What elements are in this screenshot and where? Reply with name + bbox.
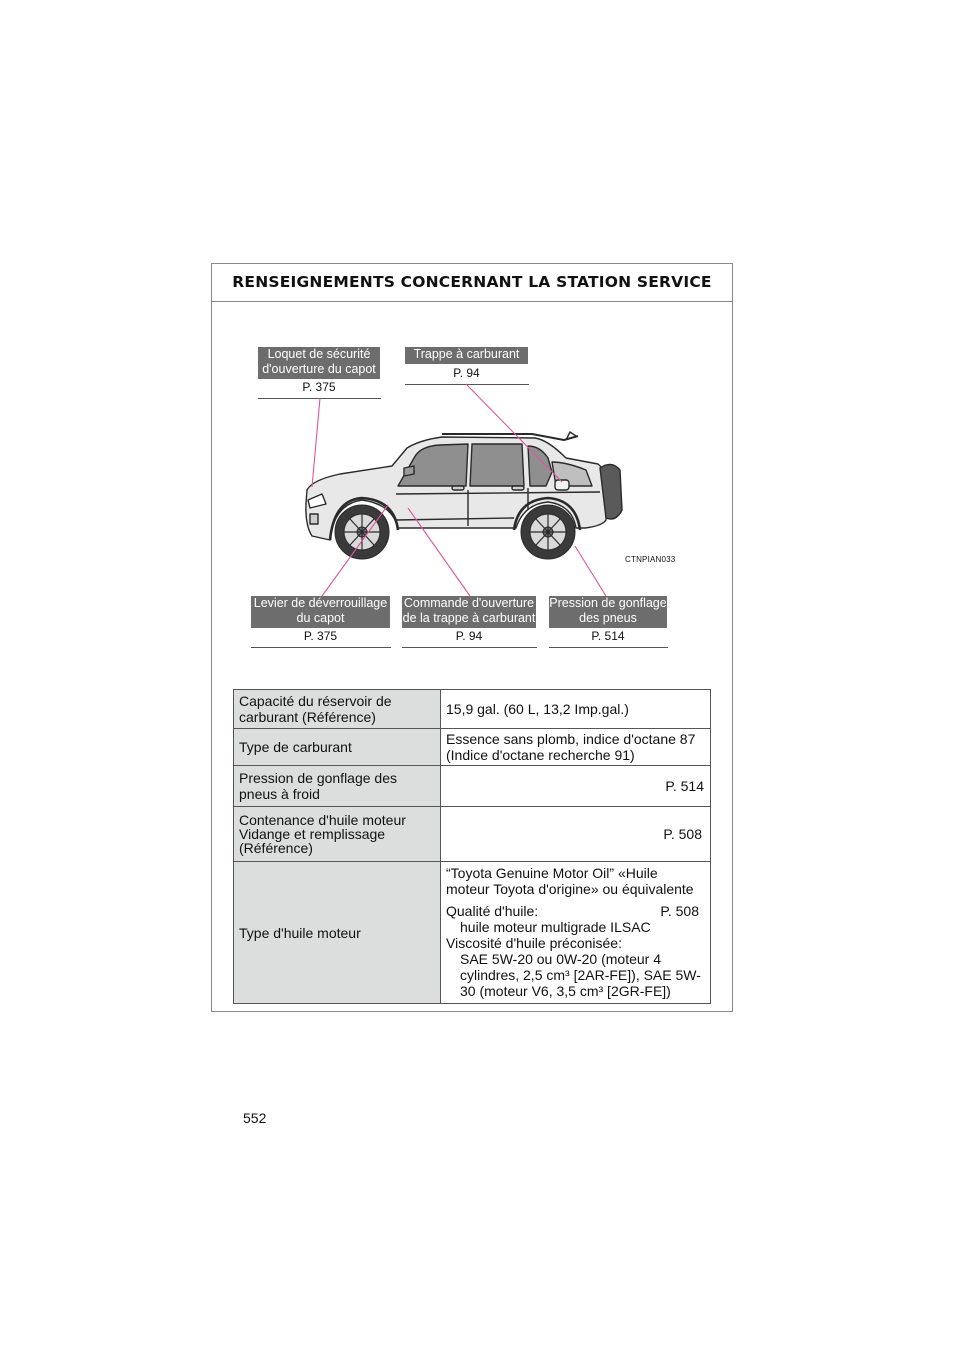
- callout-fuel-door-opener-line1: Commande d'ouverture: [403, 596, 535, 610]
- callout-tire-pressure-line2: des pneus: [579, 611, 637, 625]
- table-row-fuel-type: [234, 729, 711, 766]
- callout-hood-release-line1: Levier de déverrouillage: [253, 596, 388, 610]
- oil-brand-line1: “Toyota Genuine Motor Oil” «Huile: [446, 865, 658, 881]
- oil-viscosity-line1: SAE 5W-20 ou 0W-20 (moteur 4: [460, 951, 662, 967]
- callout-fuel-door-opener-page: P. 94: [455, 629, 483, 643]
- callout-hood-release-line2: du capot: [296, 611, 345, 625]
- oil-viscosity-label: Viscosité d'huile préconisée:: [446, 935, 622, 951]
- tire-pressure-label-line2: pneus à froid: [239, 786, 320, 802]
- fuel-capacity-label-line1: Capacité du réservoir de: [239, 693, 392, 709]
- section-title: RENSEIGNEMENTS CONCERNANT LA STATION SERVICE: [212, 264, 732, 302]
- fuel-capacity-label-line2: carburant (Référence): [239, 709, 376, 725]
- oil-quality-row: [446, 903, 705, 919]
- callout-tire-pressure-page: P. 514: [591, 629, 625, 643]
- page-number: 552: [243, 1110, 267, 1126]
- callout-tire-pressure-line1: Pression de gonflage: [549, 596, 667, 610]
- table-row-fuel-capacity: [234, 690, 711, 729]
- oil-quality-label: Qualité d'huile:: [446, 903, 539, 919]
- callout-fuel-door-page: P. 94: [453, 366, 480, 380]
- callout-fuel-door-opener-line2: de la trappe à carburant: [402, 611, 536, 625]
- fuel-capacity-label: [234, 690, 441, 729]
- oil-type-label: Type d'huile moteur: [234, 862, 441, 1004]
- tire-pressure-value: P. 514: [441, 766, 711, 807]
- callout-hood-lock-page: P. 375: [302, 380, 336, 394]
- fuel-type-value-line1: Essence sans plomb, indice d'octane 87: [446, 731, 696, 747]
- fuel-type-label: Type de carburant: [234, 729, 441, 766]
- oil-quality-value: huile moteur multigrade ILSAC: [460, 919, 651, 935]
- tire-pressure-label: [234, 766, 441, 807]
- oil-quality-page: P. 508: [660, 903, 699, 919]
- table-row-oil-type: [234, 862, 711, 1004]
- callout-fuel-door-line1: Trappe à carburant: [413, 347, 520, 361]
- tire-pressure-label-line1: Pression de gonflage des: [239, 770, 397, 786]
- figure-code: CTNPIAN033: [625, 555, 676, 564]
- oil-type-value: [441, 862, 711, 1004]
- oil-viscosity-line3: 30 (moteur V6, 3,5 cm³ [2GR-FE]): [460, 983, 671, 999]
- oil-capacity-label-line2: Vidange et remplissage: [239, 826, 386, 842]
- oil-capacity-label: [234, 807, 441, 862]
- callout-hood-lock-line2: d'ouverture du capot: [262, 362, 376, 376]
- callout-hood-release-page: P. 375: [303, 629, 338, 643]
- table-row-tire-pressure: [234, 766, 711, 807]
- oil-capacity-value: P. 508: [441, 807, 711, 862]
- oil-viscosity-line2: cylindres, 2,5 cm³ [2AR-FE]), SAE 5W-: [460, 967, 701, 983]
- oil-capacity-label-line1: Contenance d'huile moteur: [239, 812, 406, 828]
- oil-capacity-label-line3: (Référence): [239, 840, 313, 856]
- service-spec-table: [233, 689, 711, 1004]
- fuel-type-value-line2: (Indice d'octane recherche 91): [446, 747, 635, 763]
- fuel-type-value: [441, 729, 711, 766]
- front-wheel: [335, 505, 389, 559]
- fuel-capacity-value: 15,9 gal. (60 L, 13,2 Imp.gal.): [441, 690, 711, 729]
- rear-wheel: [521, 505, 575, 559]
- table-row-oil-capacity: [234, 807, 711, 862]
- callout-hood-lock-line1: Loquet de sécurité: [267, 347, 371, 361]
- oil-brand-line2: moteur Toyota d'origine» ou équivalente: [446, 881, 694, 897]
